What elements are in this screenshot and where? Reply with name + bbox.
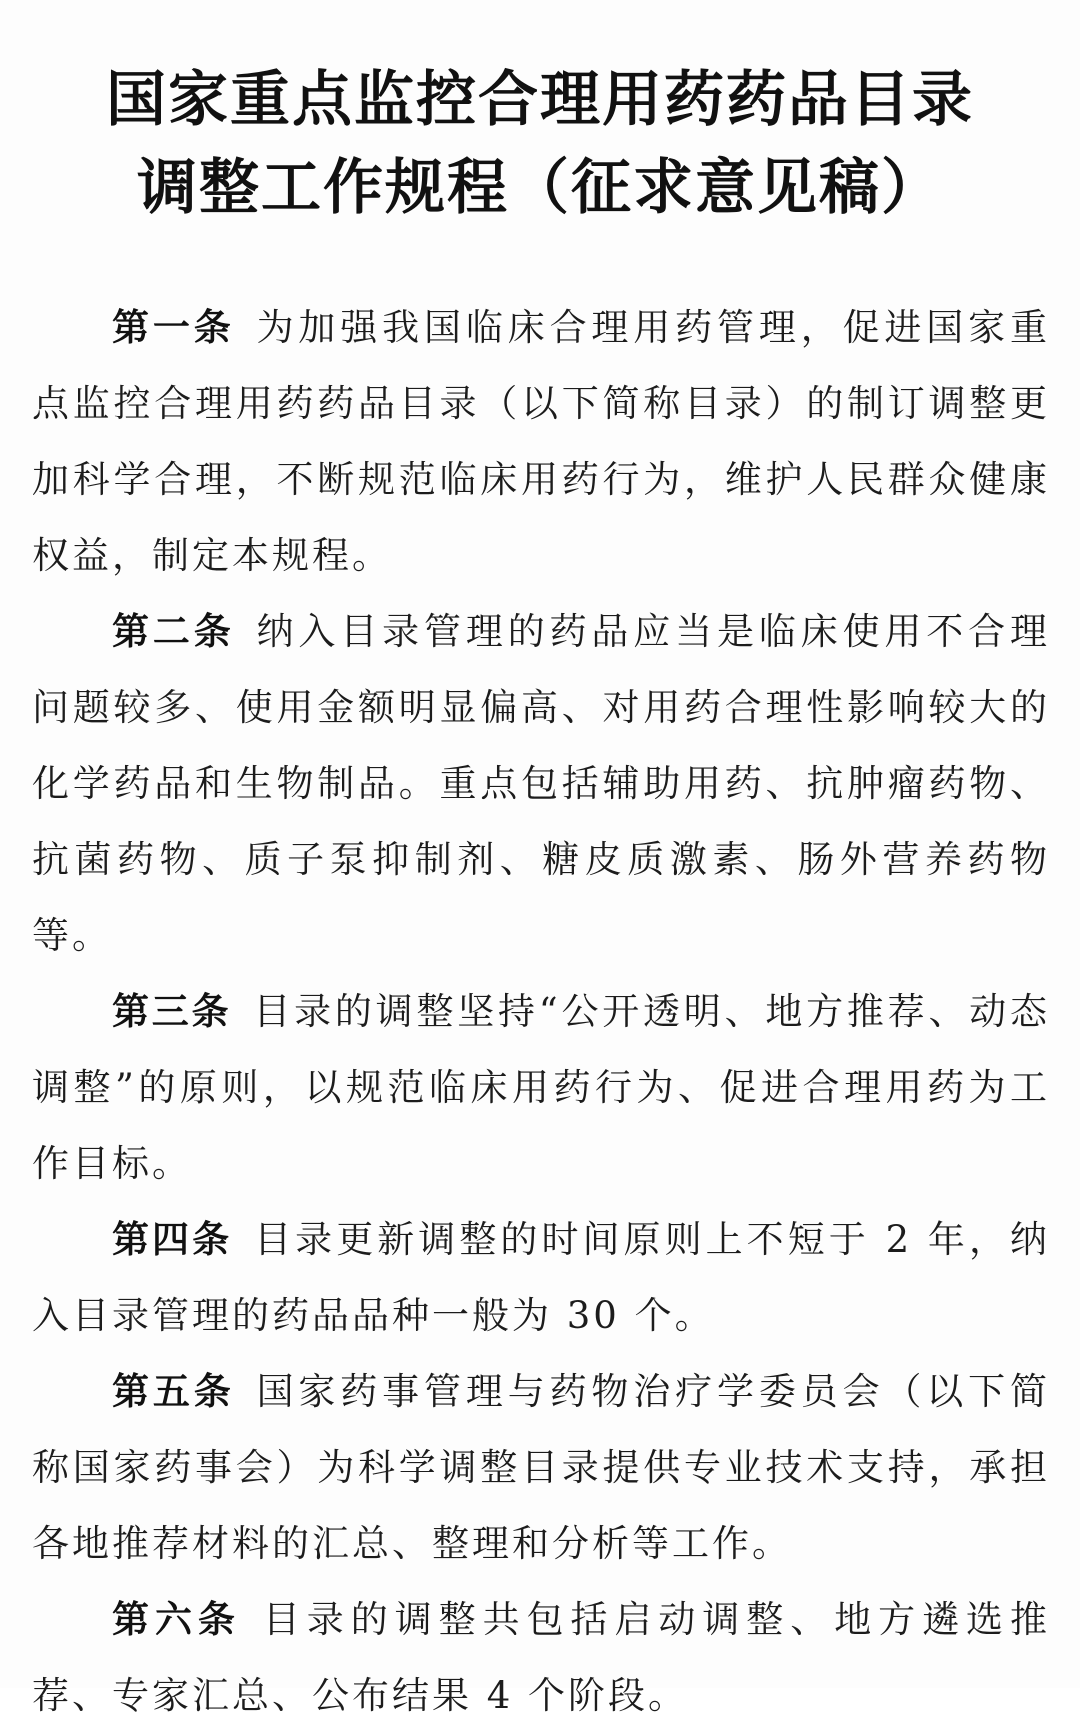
article-number: 第四条	[112, 1218, 233, 1261]
document-body	[32, 290, 1050, 1734]
article-6	[32, 1582, 1050, 1734]
article-5	[32, 1354, 1050, 1582]
title-line-1: 国家重点监控合理用药药品目录	[106, 65, 974, 135]
article-number: 第一条	[112, 306, 235, 349]
article-text: 目录的调整共包括启动调整、地方遴选推荐、专家汇总、公布结果 4 个阶段。	[32, 1598, 1051, 1717]
article-text: 为加强我国临床合理用药管理，促进国家重点监控合理用药药品目录（以下简称目录）的制订调整更加科学合理，不断规范临床用药行为，维护人民群众健康权益，制定本规程。	[32, 306, 1051, 577]
article-number: 第五条	[112, 1370, 235, 1413]
title-line-2: 调整工作规程（征求意见稿）	[137, 153, 943, 223]
article-text: 纳入目录管理的药品应当是临床使用不合理问题较多、使用金额明显偏高、对用药合理性影响较大的化学药品和生物制品。重点包括辅助用药、抗肿瘤药物、抗菌药物、质子泵抑制剂、糖皮质激素、肠外营养药物等。	[32, 610, 1051, 957]
article-4	[32, 1202, 1050, 1354]
article-text: 国家药事管理与药物治疗学委员会（以下简称国家药事会）为科学调整目录提供专业技术支持，承担各地推荐材料的汇总、整理和分析等工作。	[32, 1370, 1051, 1565]
article-number: 第六条	[112, 1598, 241, 1641]
article-2	[32, 594, 1050, 974]
document-title	[0, 56, 1080, 232]
article-3	[32, 974, 1050, 1202]
article-text: 目录更新调整的时间原则上不短于 2 年，纳入目录管理的药品品种一般为 30 个。	[32, 1218, 1051, 1337]
article-number: 第三条	[112, 990, 232, 1033]
article-text: 目录的调整坚持“公开透明、地方推荐、动态调整”的原则，以规范临床用药行为、促进合理用药为工作目标。	[32, 990, 1051, 1185]
article-1	[32, 290, 1050, 594]
article-number: 第二条	[112, 610, 235, 653]
